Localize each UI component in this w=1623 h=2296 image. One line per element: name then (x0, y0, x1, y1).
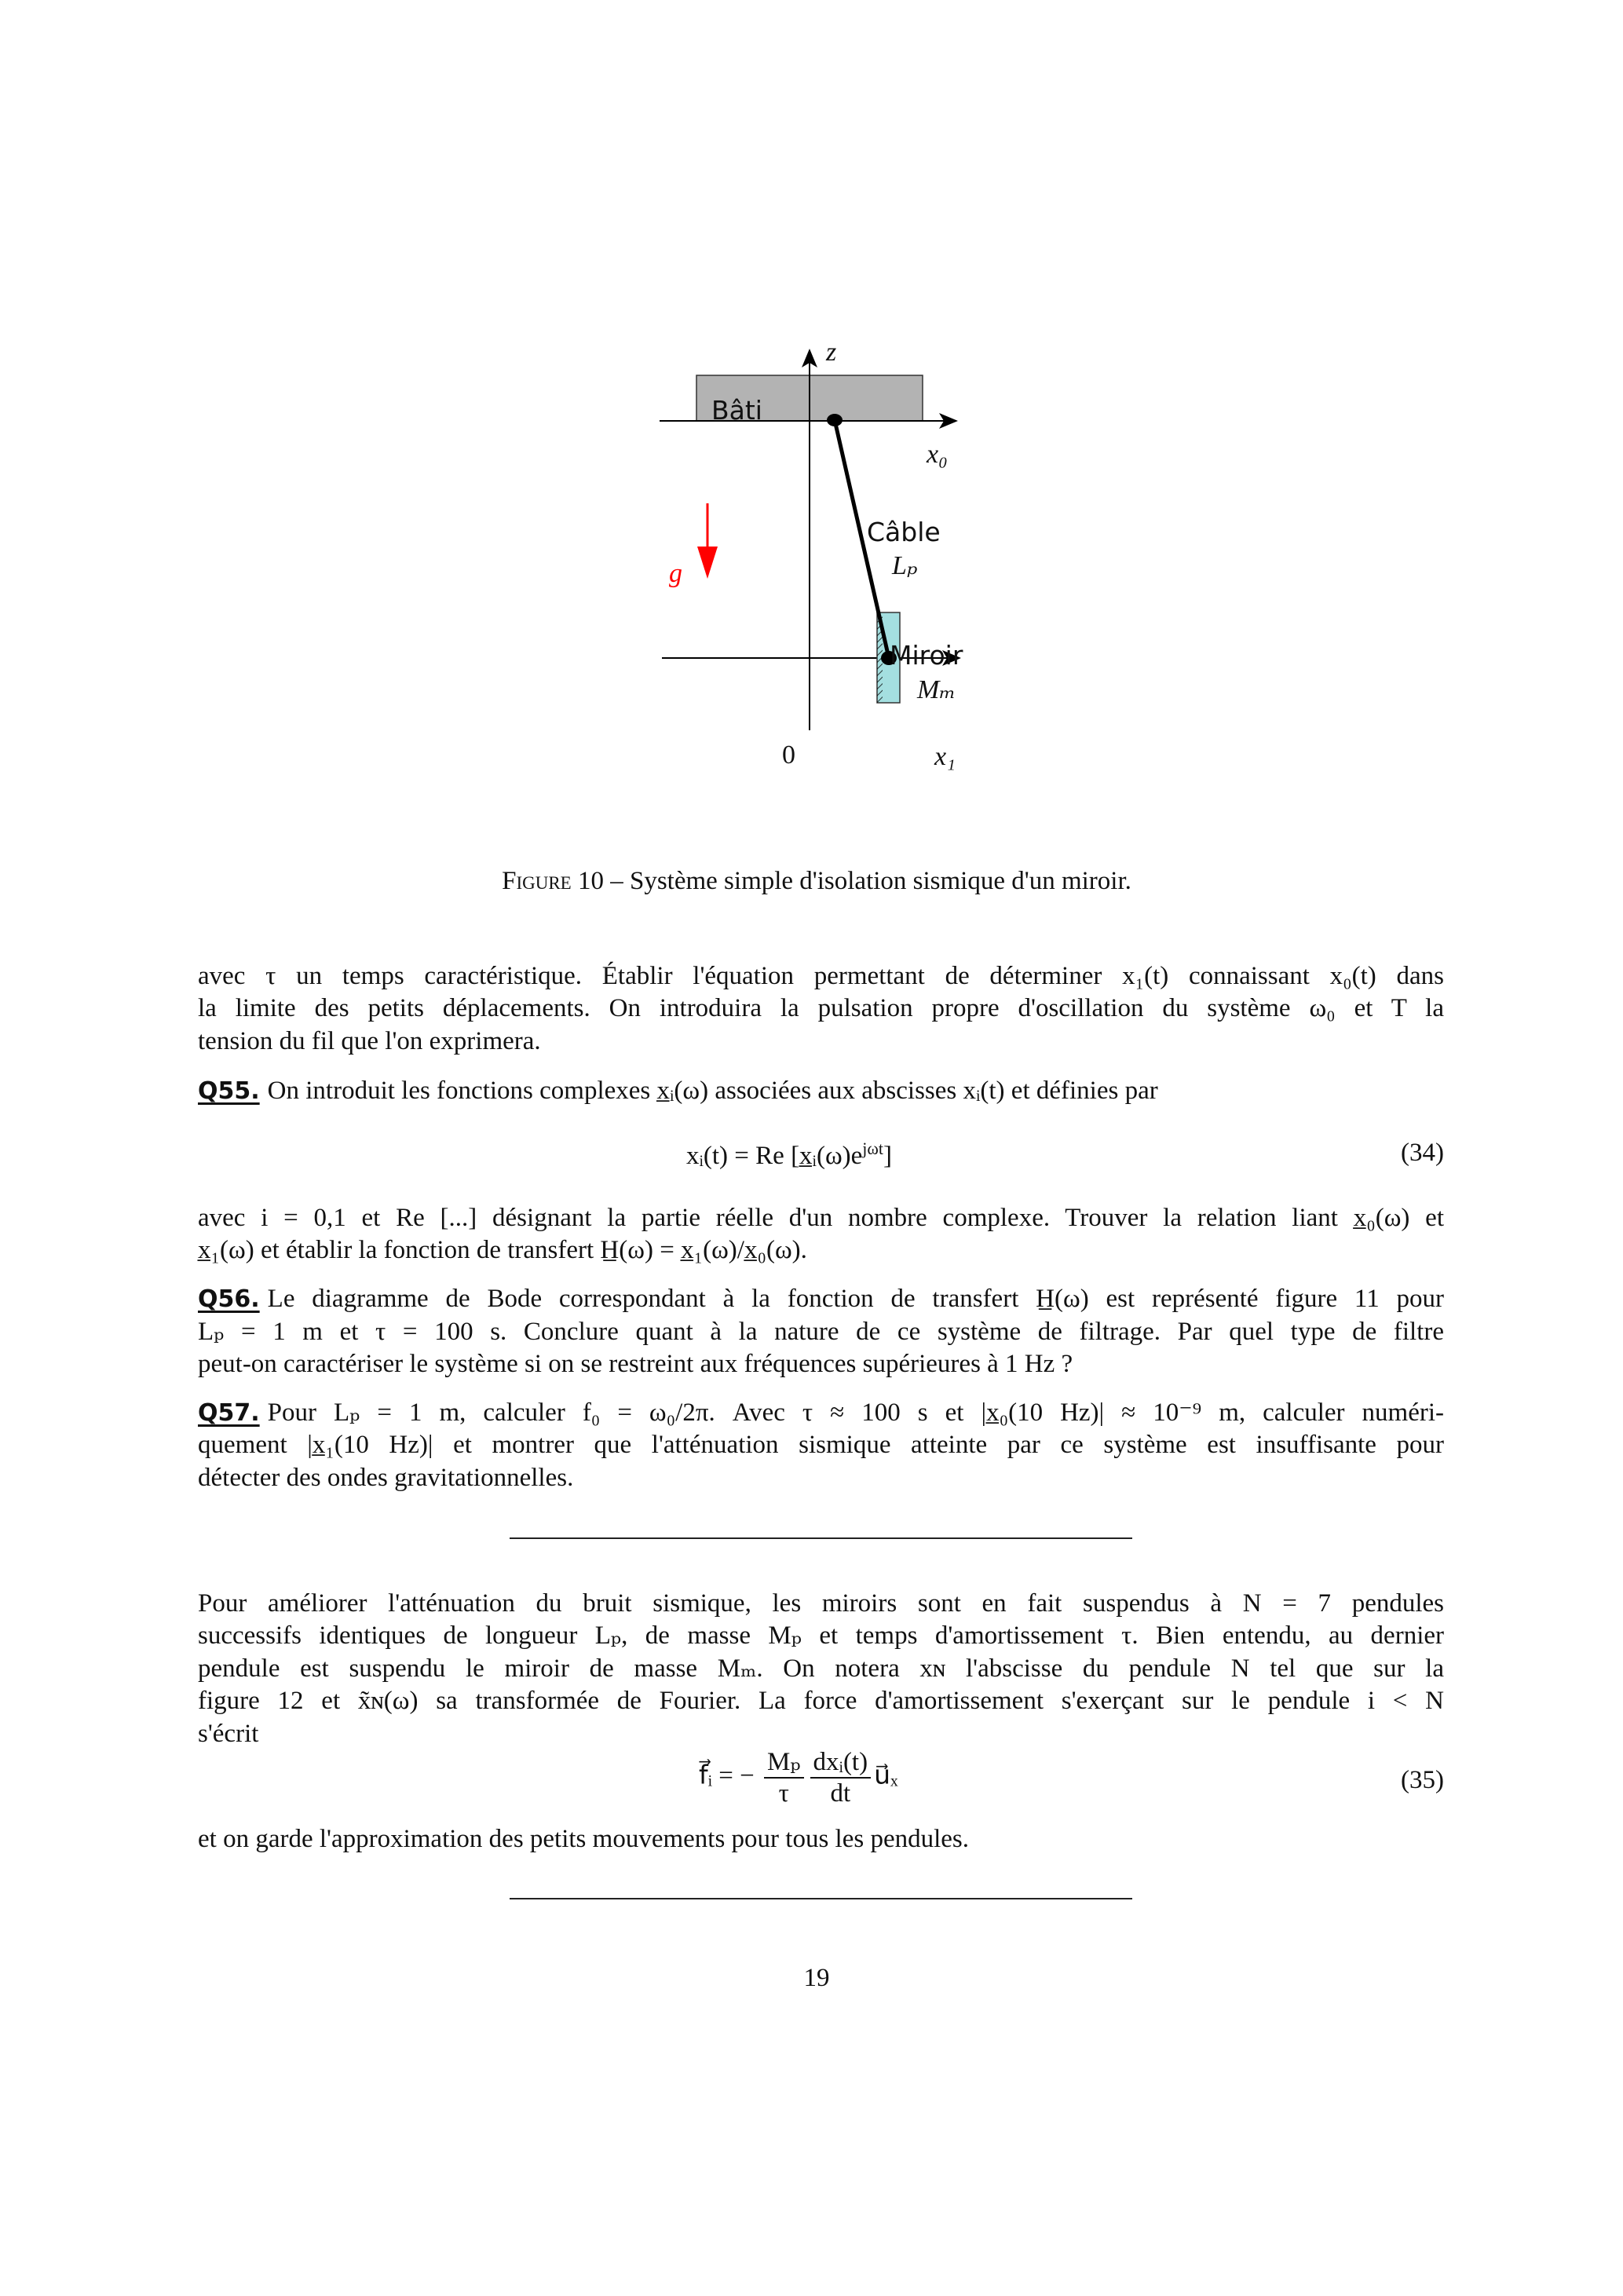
figure-caption-text: – Système simple d'isolation sismique d'un miroir. (603, 867, 1131, 895)
q57-line: détecter des ondes gravitationnelles. (198, 1464, 574, 1492)
q57-line: quement |x̲₁(10 Hz)| et montrer que l'atténuation sismique atteinte par ce système est insuffisante pour (198, 1431, 1444, 1459)
equation-34 (686, 1139, 892, 1171)
section-divider (510, 1898, 1132, 1899)
para4-line: et on garde l'approximation des petits mouvements pour tous les pendules. (198, 1825, 970, 1853)
pendulum-figure (0, 0, 1623, 785)
eq35-denominator: τ (778, 1779, 789, 1808)
eq35-denominator: dt (830, 1779, 851, 1808)
q56-line: peut-on caractériser le système si on se restreint aux fréquences supérieures à 1 Hz ? (198, 1350, 1073, 1378)
x0-label: x₀ (927, 440, 948, 469)
figure-caption-prefix: Figure 10 (502, 867, 604, 895)
eq34-rhs: ] (883, 1142, 893, 1170)
para1-line: tension du fil que l'on exprimera. (198, 1027, 541, 1055)
origin-label: 0 (782, 740, 795, 770)
q57-label: Q57. (198, 1399, 260, 1427)
q55-line (198, 1075, 1444, 1107)
q55-text: On introduit les fonctions complexes x̲ᵢ(ω) associées aux abscisses xᵢ(t) et définies par (267, 1077, 1158, 1105)
para3-line: figure 12 et x̃ɴ(ω) sa transformée de Fourier. La force d'amortissement s'exerçant sur le pendule i < N (198, 1687, 1444, 1715)
equation-number-34: (34) (1401, 1139, 1444, 1167)
para2-line: avec i = 0,1 et Re [...] désignant la partie réelle d'un nombre complexe. Trouver la relation liant x̲₀(ω) et (198, 1204, 1444, 1232)
para3-line: successifs identiques de longueur Lₚ, de masse Mₚ et temps d'amortissement τ. Bien entendu, au dernier (198, 1621, 1444, 1650)
equation-35 (699, 1747, 898, 1808)
eq35-lhs: f⃗ᵢ = − (699, 1761, 755, 1790)
mm-label: Mₘ (917, 675, 956, 704)
gravity-label: g⃗ (669, 559, 704, 588)
section-divider (510, 1537, 1132, 1539)
eq35-fraction-derivative (810, 1747, 872, 1808)
figure-caption (0, 867, 1623, 896)
q57-text: Pour Lₚ = 1 m, calculer f₀ = ω₀/2π. Avec τ ≈ 100 s et |x̲₀(10 Hz)| ≈ 10⁻⁹ m, calculer numéri- (267, 1398, 1444, 1427)
eq34-lhs: xᵢ(t) = Re [x̲ᵢ(ω)e (686, 1142, 863, 1170)
x1-label: x₁ (934, 742, 956, 771)
q56-text: Le diagramme de Bode correspondant à la fonction de transfert H̲(ω) est représenté figure 11 pour (267, 1285, 1444, 1313)
eq35-fraction-mass (764, 1747, 804, 1808)
para3-line: s'écrit (198, 1720, 259, 1748)
para2-line: x̲₁(ω) et établir la fonction de transfert H̲(ω) = x̲₁(ω)/x̲₀(ω). (198, 1236, 807, 1264)
bati-label: Bâti (711, 395, 762, 426)
para1-line: avec τ un temps caractéristique. Établir l'équation permettant de déterminer x₁(t) connaissant x₀(t) dans (198, 962, 1444, 990)
q56-line: Lₚ = 1 m et τ = 100 s. Conclure quant à la nature de ce système de filtrage. Par quel type de filtre (198, 1318, 1444, 1346)
miroir-label: Miroir (890, 640, 963, 671)
attachment-point-top (827, 414, 843, 426)
q56-label: Q56. (198, 1285, 260, 1313)
eq35-numerator: dxᵢ(t) (810, 1747, 872, 1779)
q57-line (198, 1397, 1444, 1429)
equation-number-35: (35) (1401, 1766, 1444, 1794)
q56-line (198, 1283, 1444, 1315)
lp-label: Lₚ (892, 551, 918, 580)
q55-label: Q55. (198, 1077, 260, 1105)
eq34-exponent: jωt (862, 1139, 884, 1158)
eq35-rhs: u⃗ₓ (874, 1761, 898, 1790)
para3-line: pendule est suspendu le miroir de masse Mₘ. On notera xɴ l'abscisse du pendule N tel que sur la (198, 1654, 1444, 1683)
cable-label: Câble (867, 517, 941, 547)
para1-line: la limite des petits déplacements. On introduira la pulsation propre d'oscillation du système ω₀ et T la (198, 994, 1444, 1022)
eq35-numerator: Mₚ (764, 1747, 804, 1779)
z-label: z (826, 338, 837, 367)
page-number: 19 (803, 1964, 830, 1992)
para3-line: Pour améliorer l'atténuation du bruit sismique, les miroirs sont en fait suspendus à N = 7 pendules (198, 1589, 1444, 1618)
